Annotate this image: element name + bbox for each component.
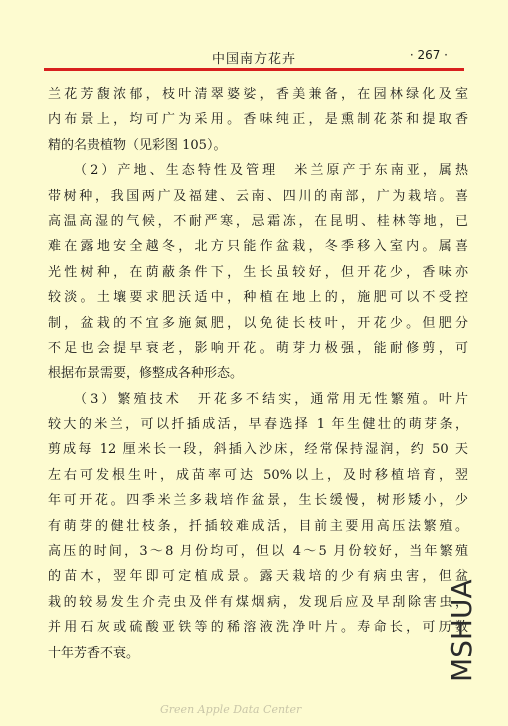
text-line: 带树种，我国两广及福建、云南、四川的南部，广为栽培。喜 bbox=[48, 188, 468, 204]
page-number: · 267 · bbox=[409, 48, 448, 62]
text-line: 较大的米兰，可以扦插成活，早春选择 1 年生健壮的萌芽条， bbox=[48, 417, 468, 433]
text-line: 年可开花。四季米兰多栽培作盆景，生长缓慢，树形矮小，少 bbox=[48, 493, 468, 509]
text-line: （2）产地、生态特性及管理 米兰原产于东南亚，属热 bbox=[74, 163, 468, 179]
text-line: （3）繁殖技术 开花多不结实，通常用无性繁殖。叶片 bbox=[74, 391, 468, 407]
header-rule bbox=[44, 68, 464, 71]
text-line: 制，盆栽的不宜多施氮肥，以免徒长枝叶，开花少。但肥分 bbox=[48, 315, 468, 331]
text-line: 高压的时间，3～8 月份均可，但以 4～5 月份较好，当年繁殖 bbox=[48, 544, 468, 560]
text-line: 光性树种，在荫蔽条件下，生长虽较好，但开花少，香味亦 bbox=[48, 264, 468, 280]
text-line: 十年芳香不衰。 bbox=[48, 645, 140, 661]
text-line: 并用石灰或硫酸亚铁等的稀溶液洗净叶片。寿命长，可历数 bbox=[48, 620, 468, 636]
text-line: 兰花芳馥浓郁，枝叶清翠婆娑，香美兼备，在园林绿化及室 bbox=[48, 87, 468, 102]
text-line: 难在露地安全越冬，北方只能作盆栽，冬季移入室内。属喜 bbox=[48, 239, 468, 255]
text-line: 较淡。土壤要求肥沃适中，种植在地上的，施肥可以不受控 bbox=[48, 290, 468, 306]
text-line: 根据布景需要，修整成各种形态。 bbox=[48, 366, 244, 382]
body-text bbox=[48, 82, 468, 666]
text-line: 栽的较易发生介壳虫及伴有煤烟病，发现后应及早刮除害虫， bbox=[48, 594, 468, 610]
running-header bbox=[44, 46, 462, 68]
text-line: 高温高湿的气候，不耐严寒，忌霜冻，在昆明、桂林等地，已 bbox=[48, 213, 468, 229]
text-line: 有萌芽的健壮枝条，扦插较难成活，目前主要用高压法繁殖。 bbox=[48, 518, 468, 534]
text-line: 内布景上，均可广为采用。香味纯正，是熏制花茶和提取香 bbox=[48, 112, 468, 128]
watermark-side-text: MSHUA bbox=[445, 579, 478, 682]
watermark-bottom-text: Green Apple Data Center bbox=[160, 703, 302, 716]
text-line: 剪成每 12 厘米长一段，斜插入沙床，经常保持湿润，约 50 天 bbox=[48, 442, 468, 458]
text-line: 精的名贵植物（见彩图 105）。 bbox=[48, 137, 227, 153]
text-line: 的苗木，翌年即可定植成景。露天栽培的少有病虫害，但盆 bbox=[48, 569, 468, 585]
text-line: 左右可发根生叶，成苗率可达 50%以上，及时移植培育，翌 bbox=[48, 467, 468, 483]
text-line: 不足也会提早衰老，影响开花。萌芽力极强，能耐修剪，可 bbox=[48, 340, 468, 356]
header-title: 中国南方花卉 bbox=[212, 52, 297, 67]
